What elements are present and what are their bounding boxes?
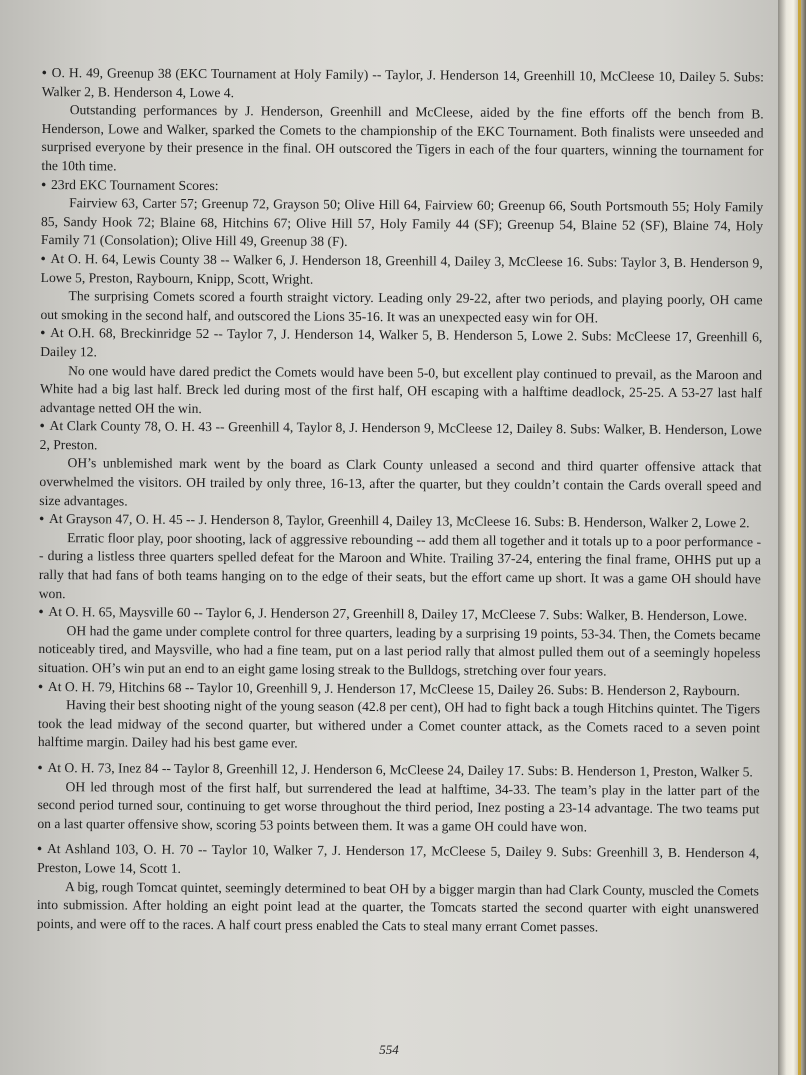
bullet-icon: • xyxy=(37,841,43,857)
paragraph-text: OH led through most of the first half, but surrendered the lead at halftime, 34-33. The team’s play in the latter part of the second period turned sour, continuing to get worse throughout the third period, Inez posting a 23-14 advantage. The two teams put on a last quarter offensive show, scoring 53 points between them. It was a game OH could have won. xyxy=(37,778,760,835)
paragraph-text: At O. H. 79, Hitchins 68 -- Taylor 10, Greenhill 9, J. Henderson 17, McCleese 15, Dailey 26. Subs: B. Henderson 2, Raybourn. xyxy=(47,678,740,698)
paragraph-text: OH had the game under complete control for three quarters, leading by a surprising 19 points, 53-34. Then, the Comets became noticeably tired, and Maysville, who had a fine team, put on a last period rally that almost pulled them out of a seemingly hopeless situation. OH’s win put an end to an eight game losing streak to the Bulldogs, stretching over four years. xyxy=(38,622,761,679)
bullet-icon: • xyxy=(40,250,46,266)
game-summary-paragraph xyxy=(39,529,761,608)
bullet-icon: • xyxy=(40,325,46,341)
game-result-line xyxy=(40,324,762,366)
game-result-line xyxy=(42,64,764,106)
game-summary-paragraph xyxy=(41,101,763,180)
game-summary-paragraph xyxy=(41,194,763,254)
paragraph-text: At Ashland 103, O. H. 70 -- Taylor 10, Walker 7, J. Henderson 17, McCleese 5, Dailey 9. Subs: Greenhill 3, B. Henderson 4, Preston, Lowe 14, Scott 1. xyxy=(37,841,760,876)
paragraph-text: The surprising Comets scored a fourth straight victory. Leading only 29-22, after two periods, and playing poorly, OH came out smoking in the second half, and outscored the Lions 35-16. It was an unexpected easy win for OH. xyxy=(40,288,763,326)
game-result-line xyxy=(40,417,762,459)
game-summary-paragraph xyxy=(37,878,759,938)
page-edge xyxy=(778,0,806,1075)
game-summary-paragraph xyxy=(38,696,760,756)
bullet-icon: • xyxy=(41,176,47,192)
game-summary-paragraph xyxy=(37,778,759,838)
bullet-icon: • xyxy=(38,678,44,694)
bullet-icon: • xyxy=(39,418,45,434)
paragraph-text: 23rd EKC Tournament Scores: xyxy=(50,176,219,193)
paragraph-text: OH’s unblemished mark went by the board as Clark County unleased a second and third quarter offensive attack that overwhelmed the visitors. OH trailed by only three, 16-13, after the quarter, but they couldn’t contain the Cards overall speed and size advantages. xyxy=(39,455,762,509)
page-number: 554 xyxy=(379,1042,399,1057)
paragraph-text: Outstanding performances by J. Henderson, Greenhill and McCleese, aided by the fine efforts off the bench from B. Henderson, Lowe and Walker, sparked the Comets to the championship of the EKC Tournament. Both finalists were unseeded and surprised everyone by their presence in the final. OH outscored the Tigers in each of the four quarters, winning the tournament for the 10th time. xyxy=(41,102,764,174)
page-text xyxy=(37,64,764,938)
paragraph-text: Erratic floor play, poor shooting, lack of aggressive rebounding -- add them all together and it totals up to a poor performance -- during a listless three quarters spelled defeat for the Maroon and White. Trailing 37-24, entering the final frame, OHHS put up a rally that had fans of both teams hanging on to the edge of their seats, but the effort came up short. It was a game OH should have won. xyxy=(38,530,762,601)
paragraph-text: At O. H. 65, Maysville 60 -- Taylor 6, J. Henderson 27, Greenhill 8, Dailey 17, McCleese 7. Subs: Walker, B. Henderson, Lowe. xyxy=(48,604,748,624)
game-result-line xyxy=(37,840,759,882)
paragraph-text: At O. H. 73, Inez 84 -- Taylor 8, Greenhill 12, J. Henderson 6, McCleese 24, Dailey 17. Subs: B. Henderson 1, Preston, Walker 5. xyxy=(47,760,753,780)
bullet-icon: • xyxy=(39,511,45,527)
game-summary-paragraph xyxy=(40,287,762,329)
paragraph-text: No one would have dared predict the Comets would have been 5-0, but excellent play continued to prevail, as the Maroon and White had a big last half. Breck led during most of the first half, OH escaping with a halftime deadlock, 25-25. A 53-27 last half advantage netted OH the win. xyxy=(39,362,763,416)
paragraph-text: Fairview 63, Carter 57; Greenup 72, Grayson 50; Olive Hill 64, Fairview 60; Greenup 66, South Portsmouth 55; Holy Family 85, Sandy Hook 72; Blaine 68, Hitchins 67; Olive Hill 57, Holy Family 44 (SF); Greenup 54, Blaine 52 (SF), Blaine 74, Holy Family 71 (Consolation); Olive Hill 49, Greenup 38 (F). xyxy=(40,195,764,250)
paragraph-text: A big, rough Tomcat quintet, seemingly determined to beat OH by a bigger margin than had Clark County, muscled the Comets into submission. After holding an eight point lead at the quarter, the Tomcats started the second quarter with eight unanswered points, and were off to the races. A half court press enabled the Cats to steal many errant Comet passes. xyxy=(36,878,760,935)
paragraph-text: Having their best shooting night of the young season (42.8 per cent), OH had to fight back a tough Hitchins quintet. The Tigers took the lead midway of the second quarter, but withered under a Comet counter attack, as the Comets raced to a seven point halftime margin. Dailey had his best game ever. xyxy=(37,697,761,751)
game-summary-paragraph xyxy=(39,454,761,514)
bullet-icon: • xyxy=(37,759,43,775)
game-summary-paragraph xyxy=(40,361,762,421)
bullet-icon: • xyxy=(38,604,44,620)
bullet-icon: • xyxy=(41,64,47,81)
game-summary-paragraph xyxy=(38,622,760,682)
paragraph-text: O. H. 49, Greenup 38 (EKC Tournament at Holy Family) -- Taylor, J. Henderson 14, Greenhill 10, McCleese 10, Dailey 5. Subs: Walker 2, B. Henderson 4, Lowe 4. xyxy=(41,65,764,100)
paragraph-text: At Grayson 47, O. H. 45 -- J. Henderson 8, Taylor, Greenhill 4, Dailey 13, McCleese 16. Subs: B. Henderson, Walker 2, Lowe 2. xyxy=(48,511,750,531)
paragraph-text: At O. H. 64, Lewis County 38 -- Walker 6, J. Henderson 18, Greenhill 4, Dailey 3, McCleese 16. Subs: Taylor 3, B. Henderson 9, Lowe 5, Preston, Raybourn, Knipp, Scott, Wright. xyxy=(40,250,763,287)
paragraph-text: At O.H. 68, Breckinridge 52 -- Taylor 7, J. Henderson 14, Walker 5, B. Henderson 5, Lowe 2. Subs: McCleese 17, Greenhill 6, Dailey 12. xyxy=(40,325,763,360)
game-result-line xyxy=(41,250,763,292)
paragraph-text: At Clark County 78, O. H. 43 -- Greenhill 4, Taylor 8, J. Henderson 9, McCleese 12, Dailey 8. Subs: Walker, B. Henderson, Lowe 2, Preston. xyxy=(39,418,762,453)
